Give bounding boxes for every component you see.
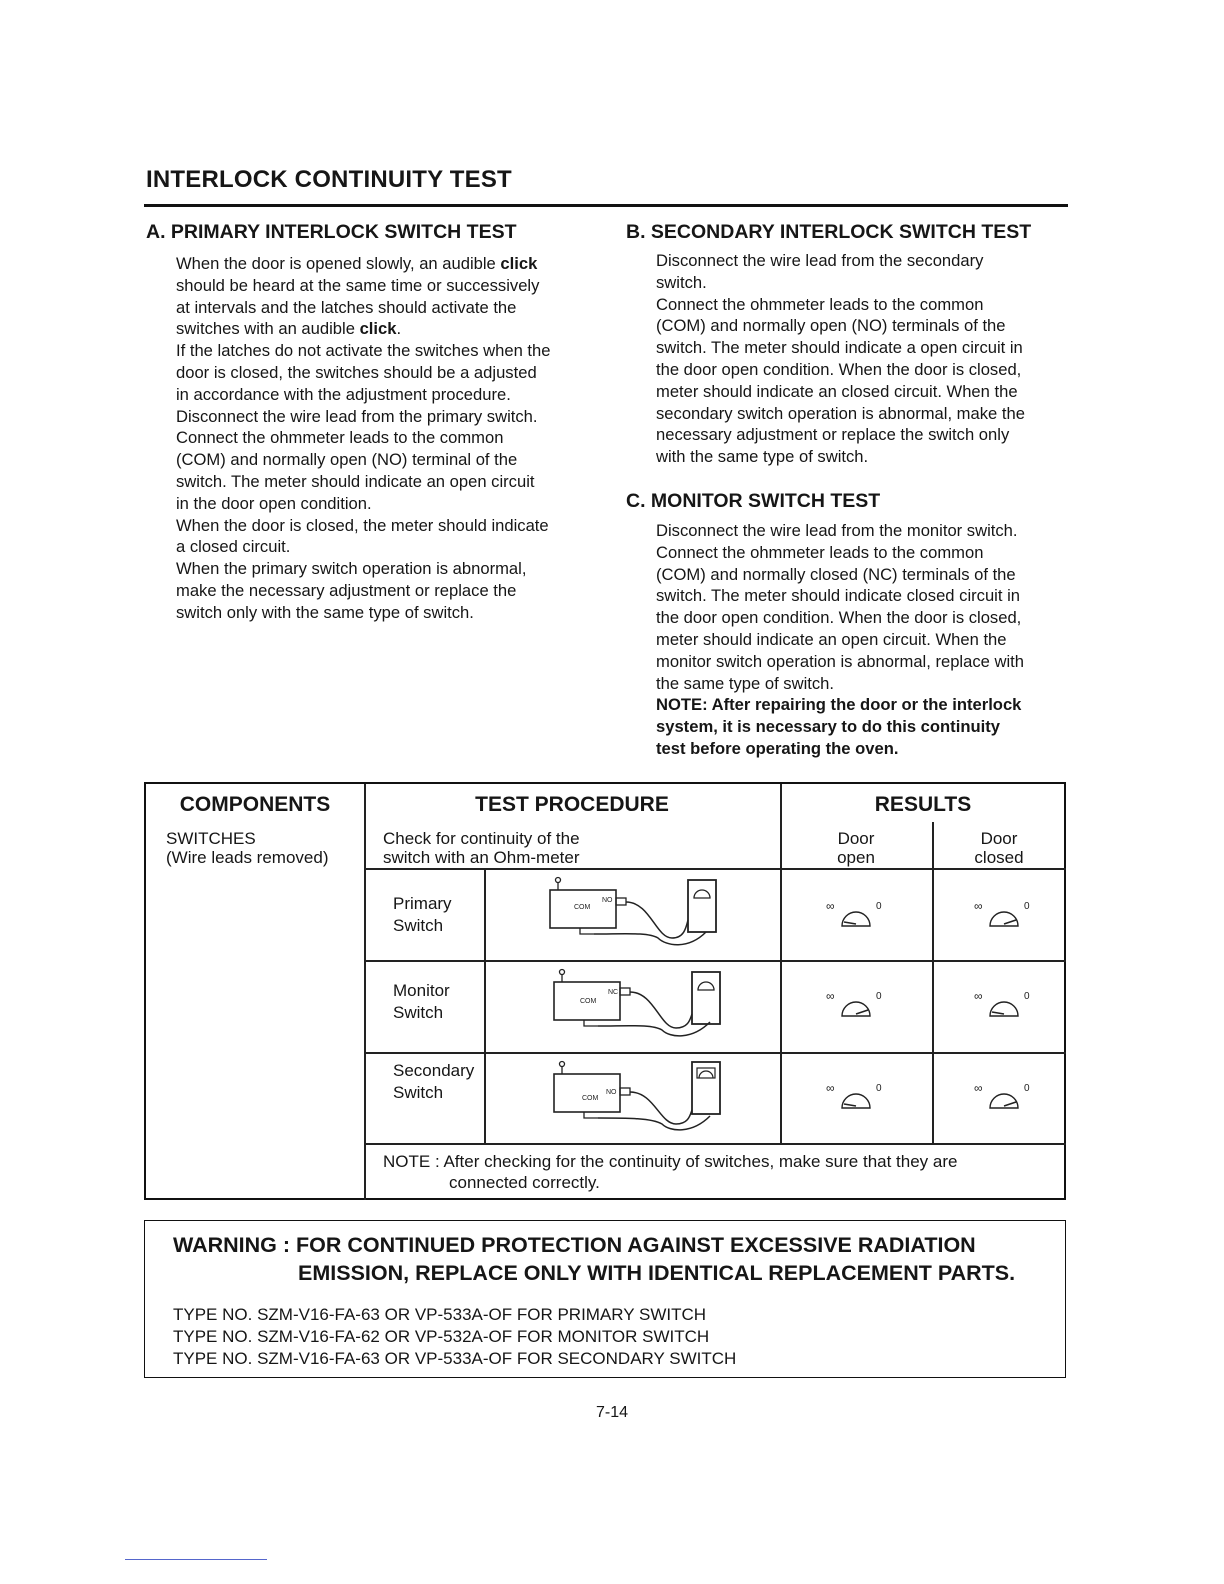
section-a-line: make the necessary adjustment or replace the — [176, 580, 517, 600]
section-b-line: the door open condition. When the door is closed, — [656, 359, 1022, 379]
meter-primary-closed — [968, 896, 1040, 936]
infinity-label: ∞ — [974, 1081, 983, 1095]
section-c-line: Disconnect the wire lead from the monitor switch. — [656, 521, 1018, 540]
row-primary-label: Primary Switch — [393, 894, 452, 935]
zero-label: 0 — [876, 901, 882, 912]
meter-monitor-open — [820, 986, 892, 1026]
component-switches: SWITCHES (Wire leads removed) — [166, 829, 329, 867]
section-b-line: with the same type of switch. — [656, 447, 869, 467]
section-b-line: (COM) and normally open (NO) terminals of the — [656, 316, 1006, 336]
section-a-line: switch. The meter should indicate an open circuit — [176, 471, 535, 491]
meter-secondary-closed — [968, 1078, 1040, 1118]
result-door-closed-header: Door closed — [974, 829, 1024, 867]
page-title: INTERLOCK CONTINUITY TEST — [146, 166, 512, 193]
section-a-line: door is closed, the switches should be a adjusted — [176, 362, 537, 382]
section-c-line: the same type of switch. — [656, 673, 835, 693]
terminal-label: NO — [602, 897, 613, 904]
section-a-line: switches with an audible click. — [176, 319, 402, 339]
table-col-divider — [364, 784, 366, 1200]
section-a-line: (COM) and normally open (NO) terminal of the — [176, 450, 518, 470]
header-results: RESULTS — [874, 793, 972, 816]
section-a-line: Disconnect the wire lead from the primary switch. — [176, 406, 538, 426]
section-b-line: switch. — [656, 272, 707, 292]
table-row-divider — [364, 1052, 1066, 1054]
meter-secondary-open — [820, 1078, 892, 1118]
table-col-divider — [932, 822, 934, 1144]
section-b-line: necessary adjustment or replace the switch only — [656, 425, 1010, 445]
section-c-line: the door open condition. When the door is closed, — [656, 608, 1022, 628]
warning-box — [144, 1220, 1066, 1378]
section-a-line: If the latches do not activate the switches when the — [176, 341, 551, 361]
com-label: COM — [580, 998, 597, 1005]
meter-monitor-closed — [968, 986, 1040, 1026]
section-b-heading: B. SECONDARY INTERLOCK SWITCH TEST — [626, 221, 1032, 243]
infinity-label: ∞ — [974, 899, 983, 913]
section-b-body — [656, 250, 1066, 468]
page-number: 7-14 — [595, 1404, 629, 1421]
footer-rule — [125, 1559, 267, 1560]
section-c-line: meter should indicate an open circuit. When the — [656, 629, 1007, 649]
section-c-line: Connect the ohmmeter leads to the common — [656, 542, 984, 562]
section-c-line: (COM) and normally closed (NC) terminals of the — [656, 564, 1016, 584]
section-b-line: switch. The meter should indicate a open circuit in — [656, 338, 1023, 358]
secondary-switch-diagram — [542, 1056, 742, 1140]
section-c-line: switch. The meter should indicate closed circuit in — [656, 586, 1021, 606]
title-rule — [144, 204, 1068, 207]
table-row-divider — [364, 868, 1066, 870]
zero-label: 0 — [1024, 1083, 1030, 1094]
monitor-switch-diagram — [542, 964, 742, 1048]
section-a-line: When the door is closed, the meter should indicate — [176, 515, 549, 535]
row-secondary-label: Secondary Switch — [393, 1061, 475, 1102]
infinity-label: ∞ — [826, 899, 835, 913]
section-a-line: When the door is opened slowly, an audible click — [176, 254, 538, 273]
section-a-line: When the primary switch operation is abnormal, — [176, 559, 527, 579]
section-c-note: system, it is necessary to do this continuity — [656, 717, 1000, 737]
warning-line-2: EMISSION, REPLACE ONLY WITH IDENTICAL REPLACEMENT PARTS. — [298, 1261, 1016, 1285]
section-a-line: Connect the ohmmeter leads to the common — [176, 428, 504, 448]
section-b-line: secondary switch operation is abnormal, make the — [656, 403, 1025, 423]
section-a-line: should be heard at the same time or successively — [176, 275, 540, 295]
section-a-line: in accordance with the adjustment procedure. — [176, 384, 511, 404]
terminal-label: NO — [606, 1089, 617, 1096]
header-test-procedure: TEST PROCEDURE — [475, 793, 669, 816]
result-door-open-header: Door open — [837, 829, 875, 867]
type-secondary: TYPE NO. SZM-V16-FA-63 OR VP-533A-OF FOR SECONDARY SWITCH — [173, 1349, 737, 1368]
terminal-label: NC — [608, 989, 619, 996]
meter-primary-open — [820, 896, 892, 936]
type-primary: TYPE NO. SZM-V16-FA-63 OR VP-533A-OF FOR PRIMARY SWITCH — [173, 1305, 707, 1324]
section-c-note: NOTE: After repairing the door or the interlock — [656, 695, 1022, 715]
zero-label: 0 — [1024, 901, 1030, 912]
header-components: COMPONENTS — [179, 793, 331, 816]
table-row-divider — [364, 1143, 1066, 1145]
section-a-line: in the door open condition. — [176, 493, 372, 513]
section-b-line: meter should indicate an closed circuit. When the — [656, 381, 1018, 401]
section-c-note: test before operating the oven. — [656, 738, 899, 758]
section-b-line: Disconnect the wire lead from the secondary — [656, 251, 984, 270]
section-a-body — [176, 253, 591, 624]
infinity-label: ∞ — [826, 989, 835, 1003]
infinity-label: ∞ — [826, 1081, 835, 1095]
zero-label: 0 — [876, 1083, 882, 1094]
warning-line-1: WARNING : FOR CONTINUED PROTECTION AGAINST EXCESSIVE RADIATION — [173, 1233, 976, 1257]
table-row-divider — [364, 960, 1066, 962]
zero-label: 0 — [876, 991, 882, 1002]
section-c-body — [656, 520, 1066, 760]
com-label: COM — [582, 1095, 599, 1102]
procedure-description: Check for continuity of the switch with an Ohm-meter — [383, 829, 580, 867]
zero-label: 0 — [1024, 991, 1030, 1002]
section-a-line: switch only with the same type of switch. — [176, 602, 474, 622]
type-monitor: TYPE NO. SZM-V16-FA-62 OR VP-532A-OF FOR MONITOR SWITCH — [173, 1327, 710, 1346]
test-table — [144, 782, 1066, 1200]
section-c-heading: C. MONITOR SWITCH TEST — [626, 490, 881, 512]
section-a-heading: A. PRIMARY INTERLOCK SWITCH TEST — [146, 221, 517, 243]
section-a-line: at intervals and the latches should activate the — [176, 297, 517, 317]
primary-switch-diagram — [538, 872, 738, 956]
section-c-line: monitor switch operation is abnormal, replace with — [656, 651, 1024, 671]
table-note: NOTE : After checking for the continuity of switches, make sure that they are connected correctly. — [383, 1152, 958, 1192]
com-label: COM — [574, 904, 591, 911]
row-monitor-label: Monitor Switch — [393, 981, 450, 1022]
section-b-line: Connect the ohmmeter leads to the common — [656, 294, 984, 314]
table-col-divider — [484, 868, 486, 1144]
infinity-label: ∞ — [974, 989, 983, 1003]
section-a-line: a closed circuit. — [176, 537, 291, 557]
